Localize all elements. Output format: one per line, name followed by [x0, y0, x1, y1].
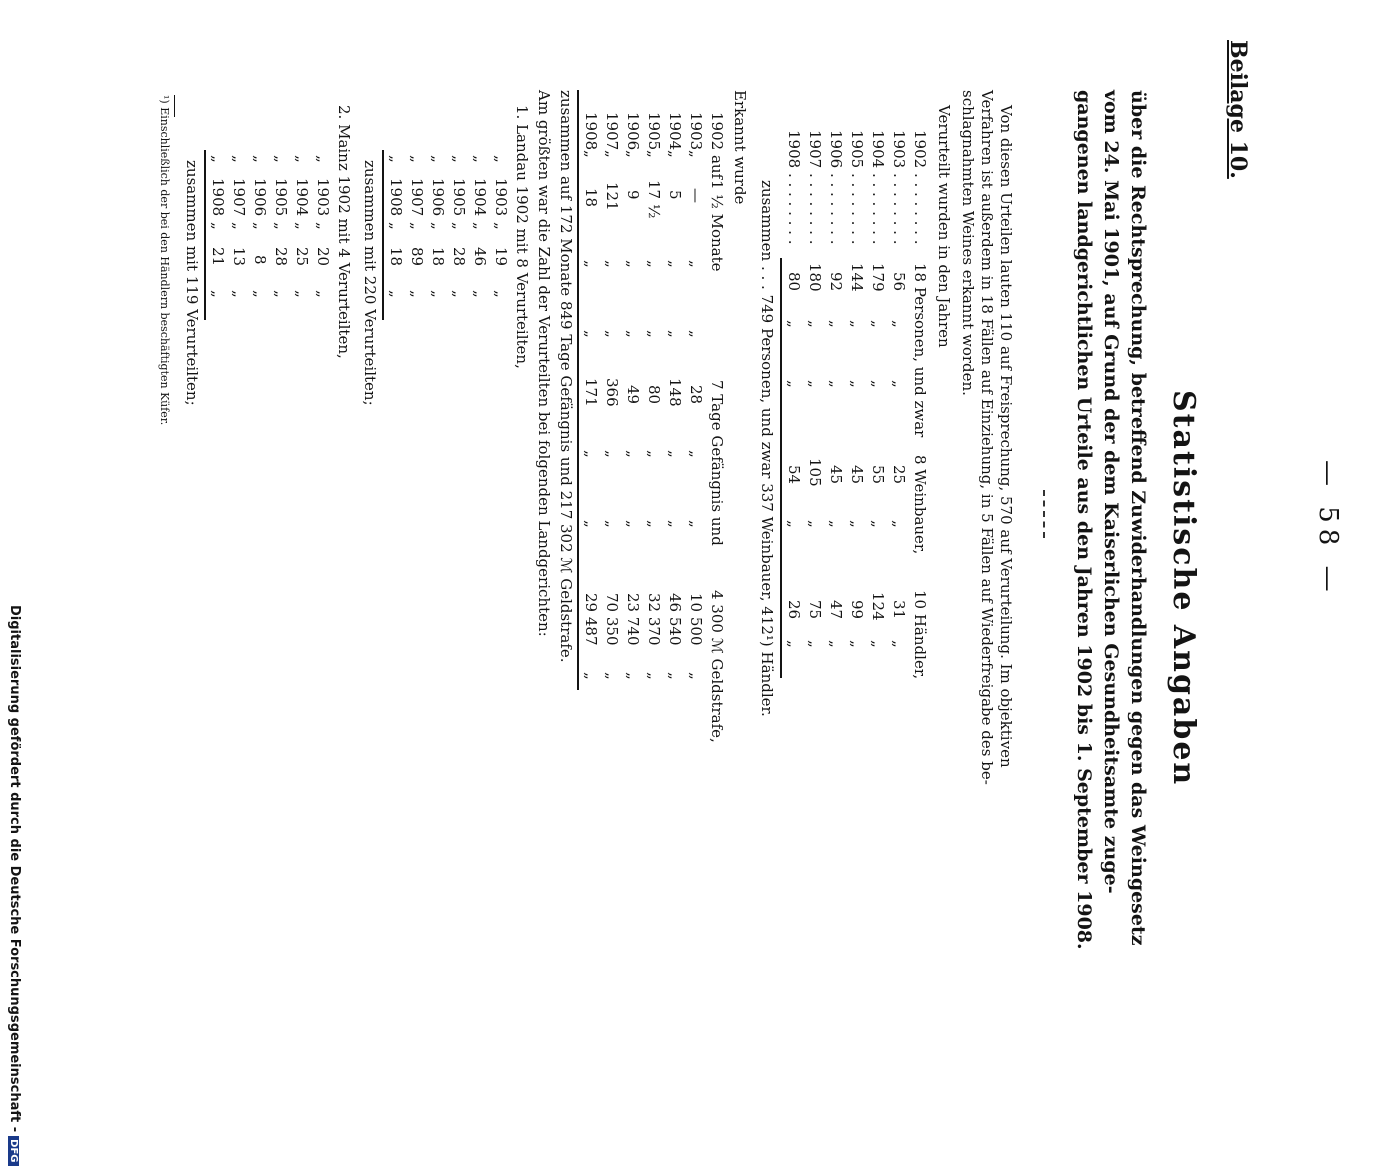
landau-heading: 1. Landau 1902 mit 8 Verurteilten, — [513, 105, 531, 369]
document-title: Statistische Angaben — [1166, 390, 1201, 787]
subtitle-line-1: über die Rechtsprechung, betreffend Zuwiderhandlungen gegen das Weingesetz — [1127, 90, 1149, 946]
mainz-heading: 2. Mainz 1902 mit 4 Verurteilten, — [335, 105, 353, 359]
intro-line-1: Von diesen Urteilen lauten 110 auf Freisprechung, 570 auf Verurteilung. Im objektiven — [997, 105, 1015, 768]
intro-line-3: schlagnahmten Weines erkannt worden. — [959, 90, 977, 396]
sum-rule — [204, 150, 206, 320]
subtitle-line-2: vom 24. Mai 1901, auf Grund der dem Kaiserlichen Gesundheitsamte zuge- — [1100, 90, 1122, 894]
subtitle-line-3: gangenen landgerichtlichen Urteile aus den Jahren 1902 bis 1. September 1908. — [1073, 90, 1095, 950]
footnote-rule — [174, 95, 175, 117]
verurteilt-total: zusammen . . . 749 Personen, und zwar 337 Weinbauer, 412¹) Händler. — [758, 180, 776, 717]
page-number: — 58 — — [1313, 460, 1343, 598]
intro-line-2: Verfahren ist außerdem in 18 Fällen auf Einziehung, in 5 Fällen auf Wiederfreigabe des be- — [978, 90, 996, 785]
dfg-logo: DFG — [8, 1136, 19, 1165]
verurteilt-heading: Verurteilt wurden in den Jahren — [935, 105, 953, 348]
sum-rule — [382, 150, 384, 320]
beilage-label: Beilage 10. — [1225, 40, 1251, 179]
footnote: ¹) Einschließlich der bei den Händlern beschäftigten Küfer. — [158, 95, 171, 426]
rotated-document-page: — 58 — Beilage 10. Statistische Angaben über die Rechtsprechung, betreffend Zuwiderhandlungen gegen das Weingesetz vom 24. Mai 1901, auf Grund der dem Kaiserlichen Gesundheitsamte zuge- gangenen landgerichtlichen Urteile aus den Jahren 1902 bis 1. September 1908. Von diesen Urteilen lauten 110 auf Freisprechung, 570 auf Verurteilung. Im objektiven Verfahren ist außerdem in 18 Fällen auf Einziehung, in 5 Fällen auf Wiederfreigabe des be- schlagnahmten Weines erkannt worden. Verurteilt wurden in den Jahren 1902 . . . . . . . . 18 Personen, und zwar 8 Weinbauer, 10 Händler, 1903 . . . . . . . . 56 „ „ 25 „ 31 „ 1904 . . . . . . . . 179 „ „ 55 „ 124 „ 1905 . . . . . . . . 144 „ „ 45 „ 99 „ 1906 . . . . . . . . 92 „ „ 45 „ 47 „ 1907 . . . . . . . . 180 „ „ 105 „ 75 „ 1908 . . . . . . . . 80 „ „ 54 „ 26 „ zusammen . . . 749 Personen, und zwar 337 Weinbauer, 412¹) Händler. Erkannt wurde 1902 auf 1 ½ Monate 7 Tage Gefängnis und 4 300 ℳ Geldstrafe, 1903 „ — „ „ 28 „ „ 10 500 „ 1904 „ 5 „ „ 148 „ „ 46 540 „ 1905 „ 17 ½ „ „ 80 „ „ 32 370 „ 1906 „ 9 „ „ 49 „ „ 23 740 „ 1907 „ 121 „ „ 366 „ „ 70 350 „ 1908 „ 18 „ „ 171 „ „ 29 487 „ zusammen auf 172 Monate 849 Tage Gefängnis und 217 302 ℳ Geldstrafe. Am größten war die Zahl der Verurteilten bei folgenden Landgerichten: 1. Landau 1902 mit 8 Verurteilten, „ 1903 „ 19 „ „ 1904 „ 46 „ „ 1905 „ 28 „ „ 1906 „ 18 „ „ 1907 „ 89 „ „ 1908 „ 18 „ zusammen mit 220 Verurteilten; 2. Mainz 1902 mit 4 Verurteilten, „ 1903 „ 20 „ „ 1904 „ 25 „ „ 1905 „ 28 „ „ 1906 „ 8 „ „ 1907 „ 13 „ „ 1908 „ 21 „ zusammen mit 119 Verurteilten; ¹) Einschließlich der bei den Händlern beschäftigten Küfer. — [158, 40, 1343, 950]
sum-rule — [577, 90, 579, 690]
groesste-zahl-line: Am größten war die Zahl der Verurteilten bei folgenden Landgerichten: — [535, 90, 553, 637]
digitization-credit: Digitalisierung gefördert durch die Deutsche Forschungsgemeinschaft -DFG — [7, 605, 22, 1166]
landau-total: zusammen mit 220 Verurteilten; — [361, 160, 379, 406]
erkannt-total: zusammen auf 172 Monate 849 Tage Gefängnis und 217 302 ℳ Geldstrafe. — [557, 90, 575, 663]
mainz-total: zusammen mit 119 Verurteilten; — [183, 160, 201, 406]
erkannt-heading: Erkannt wurde — [731, 90, 749, 205]
sum-rule — [780, 258, 782, 678]
separator-dashes — [1043, 490, 1045, 538]
